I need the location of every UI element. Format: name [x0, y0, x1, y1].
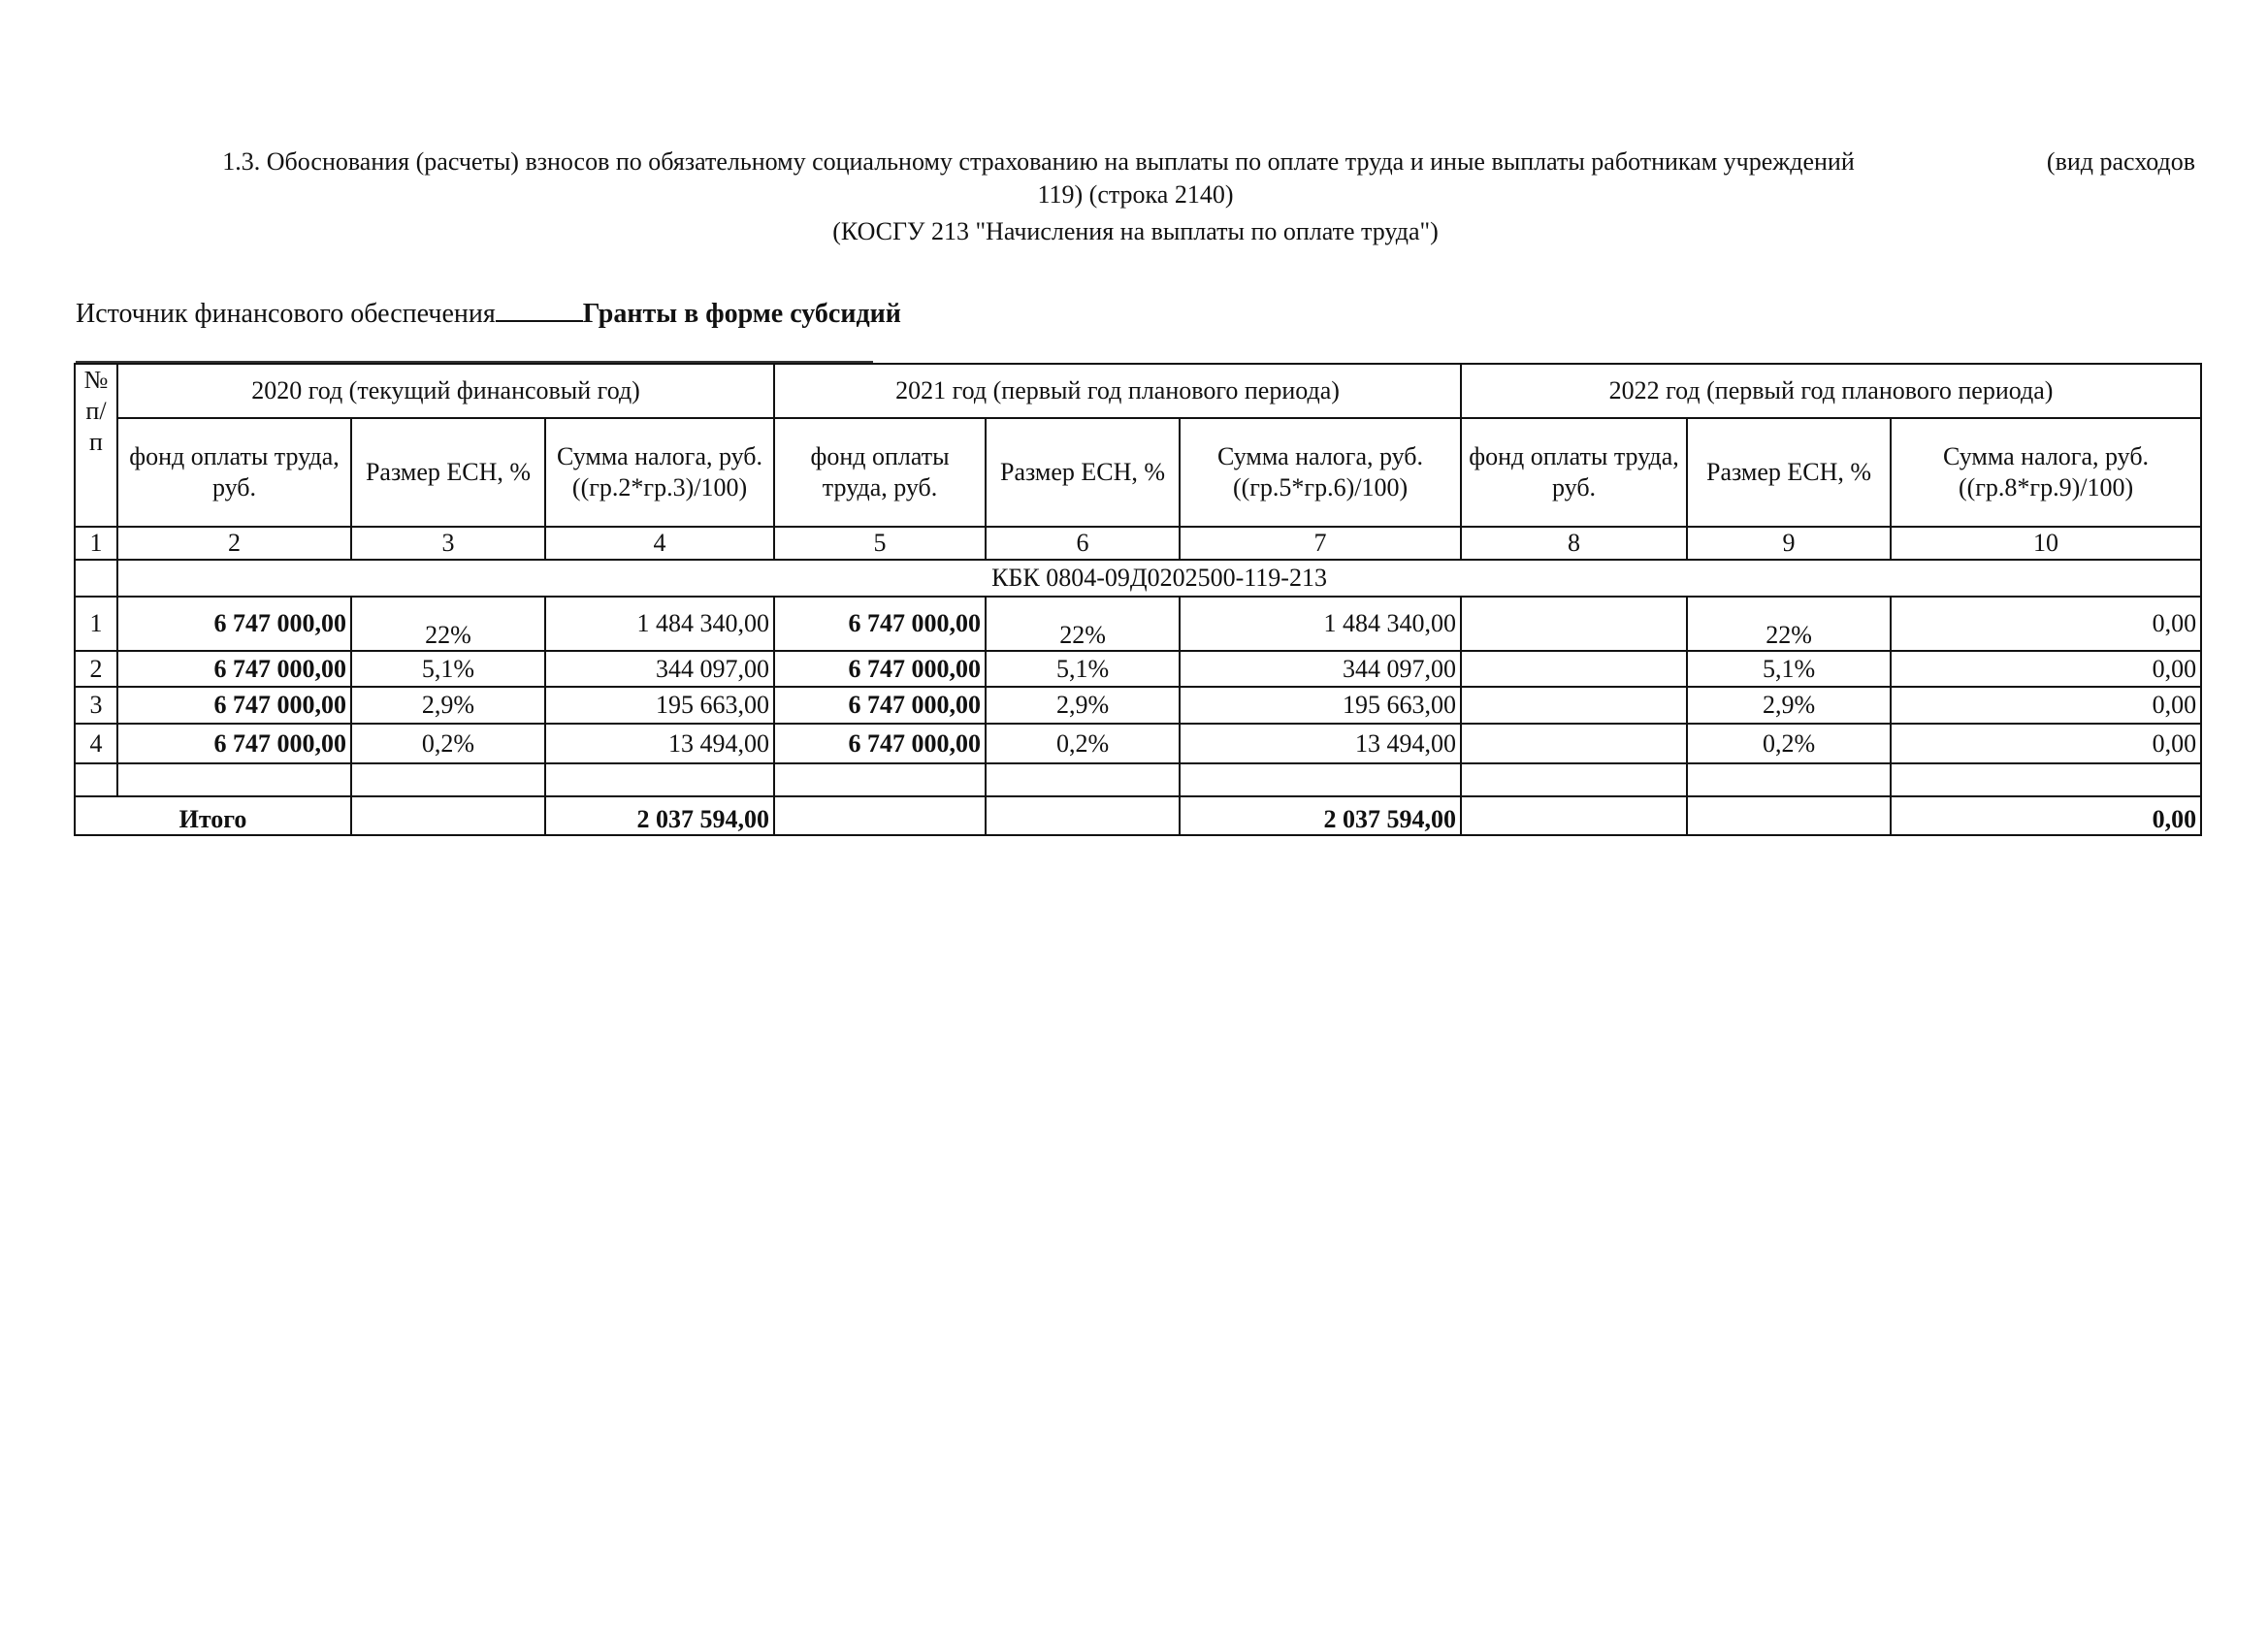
row-number: 1 [75, 597, 117, 651]
funding-source-value: Гранты в форме субсидий [582, 299, 901, 329]
total-tax-2020: 2 037 594,00 [545, 796, 774, 835]
fund-2022-cell [1461, 687, 1687, 724]
tax-2021-cell: 195 663,00 [1180, 687, 1461, 724]
empty-cell [545, 763, 774, 796]
fund-2020-cell: 6 747 000,00 [117, 724, 351, 763]
header-fund-2022: фонд оплаты труда, руб. [1461, 418, 1687, 527]
empty-cell [117, 763, 351, 796]
fund-2020-cell: 6 747 000,00 [117, 597, 351, 651]
total-label: Итого [75, 796, 351, 835]
total-fund-2021 [774, 796, 986, 835]
rate-2021-cell: 22% [986, 597, 1180, 651]
fund-2021-cell: 6 747 000,00 [774, 597, 986, 651]
heading-line-2: 119) (строка 2140) [1037, 180, 1234, 209]
fund-2022-cell [1461, 651, 1687, 687]
total-tax-2021: 2 037 594,00 [1180, 796, 1461, 835]
tax-2020-cell: 344 097,00 [545, 651, 774, 687]
row-number: 2 [75, 651, 117, 687]
column-number: 5 [774, 527, 986, 560]
total-rate-2022 [1687, 796, 1891, 835]
column-number: 8 [1461, 527, 1687, 560]
empty-cell [75, 763, 117, 796]
funding-source-blank-line [496, 297, 583, 322]
heading-line-1-right: (вид расходов [2046, 147, 2195, 176]
empty-cell [1891, 763, 2201, 796]
column-number: 4 [545, 527, 774, 560]
total-tax-2022: 0,00 [1891, 796, 2201, 835]
table-row [75, 597, 2201, 651]
header-tax-2021: Сумма налога, руб. ((гр.5*гр.6)/100) [1180, 418, 1461, 527]
column-number: 9 [1687, 527, 1891, 560]
header-year-2020: 2020 год (текущий финансовый год) [117, 364, 774, 418]
rate-2020-cell: 0,2% [351, 724, 545, 763]
kbk-row [75, 560, 2201, 597]
column-number: 6 [986, 527, 1180, 560]
header-fund-2020: фонд оплаты труда, руб. [117, 418, 351, 527]
header-fund-2021: фонд оплаты труда, руб. [774, 418, 986, 527]
column-number: 1 [75, 527, 117, 560]
rate-2021-cell: 2,9% [986, 687, 1180, 724]
rate-2022-cell: 2,9% [1687, 687, 1891, 724]
row-number: 3 [75, 687, 117, 724]
rate-2021-cell: 0,2% [986, 724, 1180, 763]
empty-cell [351, 763, 545, 796]
tax-2022-cell: 0,00 [1891, 651, 2201, 687]
table-row [75, 724, 2201, 763]
tax-2022-cell: 0,00 [1891, 687, 2201, 724]
header-tax-2020: Сумма налога, руб. ((гр.2*гр.3)/100) [545, 418, 774, 527]
rate-2022-cell: 22% [1687, 597, 1891, 651]
total-rate-2021 [986, 796, 1180, 835]
kbk-code: КБК 0804-09Д0202500-119-213 [117, 560, 2201, 597]
total-rate-2020 [351, 796, 545, 835]
rate-2020-cell: 5,1% [351, 651, 545, 687]
header-rate-2022: Размер ЕСН, % [1687, 418, 1891, 527]
header-year-2022: 2022 год (первый год планового периода) [1461, 364, 2201, 418]
tax-2022-cell: 0,00 [1891, 597, 2201, 651]
fund-2020-cell: 6 747 000,00 [117, 687, 351, 724]
header-rate-2021: Размер ЕСН, % [986, 418, 1180, 527]
header-year-2021: 2021 год (первый год планового периода) [774, 364, 1461, 418]
table-row [75, 687, 2201, 724]
fund-2021-cell: 6 747 000,00 [774, 651, 986, 687]
rate-2022-cell: 5,1% [1687, 651, 1891, 687]
column-number: 10 [1891, 527, 2201, 560]
header-tax-2022: Сумма налога, руб. ((гр.8*гр.9)/100) [1891, 418, 2201, 527]
column-numbers-row [75, 527, 2201, 560]
empty-cell [1461, 763, 1687, 796]
column-number: 2 [117, 527, 351, 560]
empty-row [75, 763, 2201, 796]
tax-2022-cell: 0,00 [1891, 724, 2201, 763]
header-row-columns [75, 418, 2201, 527]
row-number: 4 [75, 724, 117, 763]
empty-cell [986, 763, 1180, 796]
tax-2021-cell: 344 097,00 [1180, 651, 1461, 687]
empty-cell [1180, 763, 1461, 796]
header-row-years [75, 364, 2201, 418]
tax-2020-cell: 13 494,00 [545, 724, 774, 763]
rate-2020-cell: 2,9% [351, 687, 545, 724]
contributions-table [74, 363, 2202, 836]
tax-2021-cell: 1 484 340,00 [1180, 597, 1461, 651]
heading-line-3: (КОСГУ 213 "Начисления на выплаты по оплате труда") [832, 217, 1439, 245]
fund-2021-cell: 6 747 000,00 [774, 724, 986, 763]
tax-2020-cell: 195 663,00 [545, 687, 774, 724]
fund-2021-cell: 6 747 000,00 [774, 687, 986, 724]
header-row-number: № п/п [75, 364, 117, 527]
header-rate-2020: Размер ЕСН, % [351, 418, 545, 527]
empty-cell [774, 763, 986, 796]
rate-2021-cell: 5,1% [986, 651, 1180, 687]
tax-2020-cell: 1 484 340,00 [545, 597, 774, 651]
rate-2020-cell: 22% [351, 597, 545, 651]
heading-line-1-main: 1.3. Обоснования (расчеты) взносов по обязательному социальному страхованию на выплаты по оплате труда и иные выплаты работникам учреждений [222, 147, 1855, 176]
table-row [75, 651, 2201, 687]
fund-2020-cell: 6 747 000,00 [117, 651, 351, 687]
column-number: 7 [1180, 527, 1461, 560]
column-number: 3 [351, 527, 545, 560]
rate-2022-cell: 0,2% [1687, 724, 1891, 763]
empty-cell [1687, 763, 1891, 796]
kbk-row-number-cell [75, 560, 117, 597]
tax-2021-cell: 13 494,00 [1180, 724, 1461, 763]
fund-2022-cell [1461, 724, 1687, 763]
total-fund-2022 [1461, 796, 1687, 835]
total-row [75, 796, 2201, 835]
heading-line-1 [76, 146, 2195, 178]
fund-2022-cell [1461, 597, 1687, 651]
funding-source [76, 297, 901, 332]
funding-source-label: Источник финансового обеспечения [76, 299, 496, 329]
document-heading [76, 146, 2195, 248]
